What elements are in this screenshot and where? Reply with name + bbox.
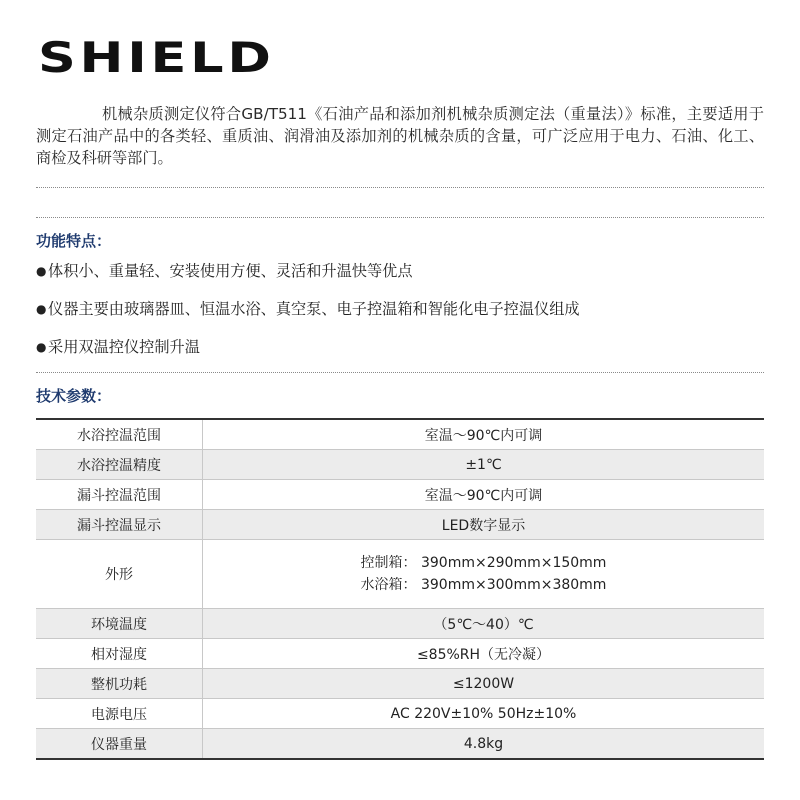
table-row xyxy=(36,419,764,450)
spec-value: ±1℃ xyxy=(203,450,765,480)
table-row xyxy=(36,480,764,510)
dimension-line: 控制箱： 390mm×290mm×150mm xyxy=(360,555,607,571)
spec-value xyxy=(203,540,765,609)
spec-value: ≤85%RH（无冷凝） xyxy=(203,639,765,669)
spec-value: AC 220V±10% 50Hz±10% xyxy=(203,699,765,729)
spec-label: 仪器重量 xyxy=(36,729,203,760)
spec-value: （5℃～40）℃ xyxy=(203,609,765,639)
table-row xyxy=(36,540,764,609)
bullet-icon: ● xyxy=(36,302,47,316)
feature-text: 体积小、重量轻、安装使用方便、灵活和升温快等优点 xyxy=(48,262,413,280)
feature-text: 采用双温控仪控制升温 xyxy=(48,338,200,356)
spec-value: 室温～90℃内可调 xyxy=(203,480,765,510)
feature-text: 仪器主要由玻璃器皿、恒温水浴、真空泵、电子控温箱和智能化电子控温仪组成 xyxy=(48,300,580,318)
table-row xyxy=(36,669,764,699)
feature-item xyxy=(36,260,413,282)
spec-value: 室温～90℃内可调 xyxy=(203,419,765,450)
intro-paragraph: 机械杂质测定仪符合GB/T511《石油产品和添加剂机械杂质测定法（重量法）》标准，主要适用于测定石油产品中的各类轻、重质油、润滑油及添加剂的机械杂质的含量，可广泛应用于电力、石油、化工、商检及科研等部门。 xyxy=(36,105,764,167)
spec-label: 电源电压 xyxy=(36,699,203,729)
dotted-divider xyxy=(36,217,764,218)
spec-label: 环境温度 xyxy=(36,609,203,639)
dotted-divider xyxy=(36,372,764,373)
spec-label: 水浴控温范围 xyxy=(36,419,203,450)
table-row xyxy=(36,639,764,669)
table-row xyxy=(36,450,764,480)
bullet-icon: ● xyxy=(36,340,47,354)
dotted-divider xyxy=(36,187,764,188)
spec-label: 整机功耗 xyxy=(36,669,203,699)
table-row xyxy=(36,729,764,760)
spec-value: 4.8kg xyxy=(203,729,765,760)
feature-item xyxy=(36,336,200,358)
spec-label: 水浴控温精度 xyxy=(36,450,203,480)
spec-value: LED数字显示 xyxy=(203,510,765,540)
table-row xyxy=(36,699,764,729)
feature-item xyxy=(36,298,580,320)
spec-table xyxy=(36,418,764,760)
features-title: 功能特点： xyxy=(36,232,112,250)
bullet-icon: ● xyxy=(36,264,47,278)
specs-title: 技术参数： xyxy=(36,387,112,405)
spec-label: 相对湿度 xyxy=(36,639,203,669)
spec-value: ≤1200W xyxy=(203,669,765,699)
spec-label: 漏斗控温显示 xyxy=(36,510,203,540)
table-row xyxy=(36,609,764,639)
dimension-line: 水浴箱： 390mm×300mm×380mm xyxy=(360,577,607,593)
table-row xyxy=(36,510,764,540)
spec-label: 漏斗控温范围 xyxy=(36,480,203,510)
spec-label: 外形 xyxy=(36,540,203,609)
shield-logo: SHIELD xyxy=(38,33,275,82)
